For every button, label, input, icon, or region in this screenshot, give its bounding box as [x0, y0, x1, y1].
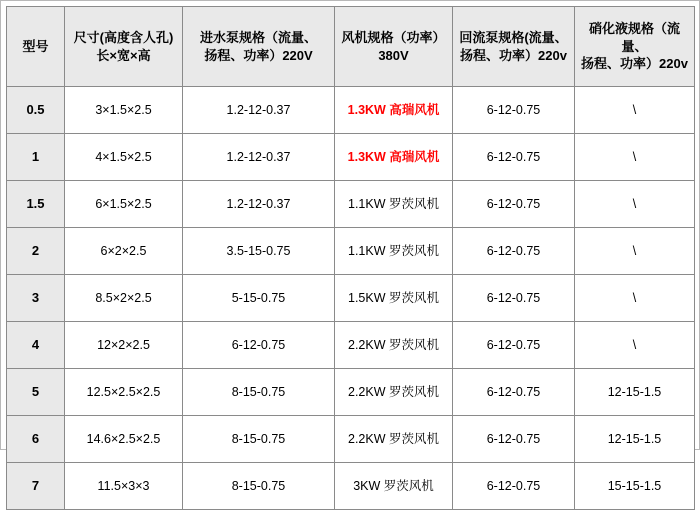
- table-row: [7, 228, 695, 275]
- cell-fan: 2.2KW 罗茨风机: [335, 369, 453, 416]
- cell-nitrification: \: [575, 87, 695, 134]
- table-row: [7, 416, 695, 463]
- cell-fan: [335, 87, 453, 134]
- cell-nitrification: \: [575, 181, 695, 228]
- cell-size: 12.5×2.5×2.5: [65, 369, 183, 416]
- table-row: [7, 322, 695, 369]
- cell-fan: 3KW 罗茨风机: [335, 463, 453, 510]
- cell-inlet-pump: 1.2-12-0.37: [183, 134, 335, 181]
- cell-inlet-pump: 3.5-15-0.75: [183, 228, 335, 275]
- header-line: 进水泵规格（流量、: [199, 29, 317, 45]
- header-cell-size: [65, 7, 183, 87]
- cell-return-pump: 6-12-0.75: [453, 181, 575, 228]
- cell-size: 8.5×2×2.5: [65, 275, 183, 322]
- table-row: [7, 181, 695, 228]
- cell-inlet-pump: 5-15-0.75: [183, 275, 335, 322]
- cell-return-pump: 6-12-0.75: [453, 322, 575, 369]
- cell-size: 6×2×2.5: [65, 228, 183, 275]
- cell-return-pump: 6-12-0.75: [453, 416, 575, 463]
- cell-model: 1: [7, 134, 65, 181]
- cell-model: 5: [7, 369, 65, 416]
- fan-value-highlighted: 1.3KW 高瑞风机: [347, 149, 440, 164]
- cell-nitrification: \: [575, 228, 695, 275]
- cell-inlet-pump: 8-15-0.75: [183, 416, 335, 463]
- header-line: 380V: [378, 47, 409, 63]
- cell-size: 11.5×3×3: [65, 463, 183, 510]
- header-line: 扬程、功率）220v: [460, 47, 567, 63]
- cell-return-pump: 6-12-0.75: [453, 228, 575, 275]
- table-row: [7, 463, 695, 510]
- cell-inlet-pump: 8-15-0.75: [183, 463, 335, 510]
- table-row: [7, 134, 695, 181]
- header-cell-nitrification: [575, 7, 695, 87]
- cell-fan: 2.2KW 罗茨风机: [335, 322, 453, 369]
- header-cell-fan: [335, 7, 453, 87]
- cell-size: 4×1.5×2.5: [65, 134, 183, 181]
- cell-return-pump: 6-12-0.75: [453, 275, 575, 322]
- equipment-spec-table: [6, 6, 695, 510]
- cell-fan: 1.5KW 罗茨风机: [335, 275, 453, 322]
- cell-fan: 1.1KW 罗茨风机: [335, 228, 453, 275]
- cell-nitrification: 12-15-1.5: [575, 369, 695, 416]
- table-header: [7, 7, 695, 87]
- table-row: [7, 87, 695, 134]
- table-row: [7, 369, 695, 416]
- cell-size: 3×1.5×2.5: [65, 87, 183, 134]
- header-line: 长×宽×高: [96, 47, 151, 63]
- cell-size: 14.6×2.5×2.5: [65, 416, 183, 463]
- header-line: 风机规格（功率）: [341, 29, 446, 45]
- cell-return-pump: 6-12-0.75: [453, 369, 575, 416]
- header-line: 尺寸(高度含人孔): [73, 29, 174, 45]
- cell-nitrification: \: [575, 134, 695, 181]
- header-line: 扬程、功率）220V: [204, 47, 313, 63]
- cell-model: 4: [7, 322, 65, 369]
- table-row: [7, 275, 695, 322]
- cell-return-pump: 6-12-0.75: [453, 87, 575, 134]
- header-line: 扬程、功率）220v: [581, 56, 688, 72]
- header-cell-model: [7, 7, 65, 87]
- cell-inlet-pump: 8-15-0.75: [183, 369, 335, 416]
- cell-model: 7: [7, 463, 65, 510]
- cell-model: 2: [7, 228, 65, 275]
- cell-model: 1.5: [7, 181, 65, 228]
- cell-inlet-pump: 1.2-12-0.37: [183, 87, 335, 134]
- fan-value-highlighted: 1.3KW 高瑞风机: [347, 102, 440, 117]
- header-row: [7, 7, 695, 87]
- cell-inlet-pump: 1.2-12-0.37: [183, 181, 335, 228]
- header-cell-inlet-pump: [183, 7, 335, 87]
- cell-model: 3: [7, 275, 65, 322]
- cell-fan: 2.2KW 罗茨风机: [335, 416, 453, 463]
- cell-fan: [335, 134, 453, 181]
- header-line: 回流泵规格(流量、: [459, 29, 568, 45]
- cell-nitrification: 12-15-1.5: [575, 416, 695, 463]
- cell-model: 0.5: [7, 87, 65, 134]
- table-body: [7, 87, 695, 510]
- cell-nitrification: \: [575, 322, 695, 369]
- cell-fan: 1.1KW 罗茨风机: [335, 181, 453, 228]
- cell-model: 6: [7, 416, 65, 463]
- header-cell-return-pump: [453, 7, 575, 87]
- cell-nitrification: 15-15-1.5: [575, 463, 695, 510]
- cell-return-pump: 6-12-0.75: [453, 134, 575, 181]
- cell-nitrification: \: [575, 275, 695, 322]
- cell-inlet-pump: 6-12-0.75: [183, 322, 335, 369]
- header-line: 硝化液规格（流量、: [588, 21, 680, 54]
- cell-size: 12×2×2.5: [65, 322, 183, 369]
- cell-size: 6×1.5×2.5: [65, 181, 183, 228]
- cell-return-pump: 6-12-0.75: [453, 463, 575, 510]
- header-line: 型号: [22, 38, 49, 54]
